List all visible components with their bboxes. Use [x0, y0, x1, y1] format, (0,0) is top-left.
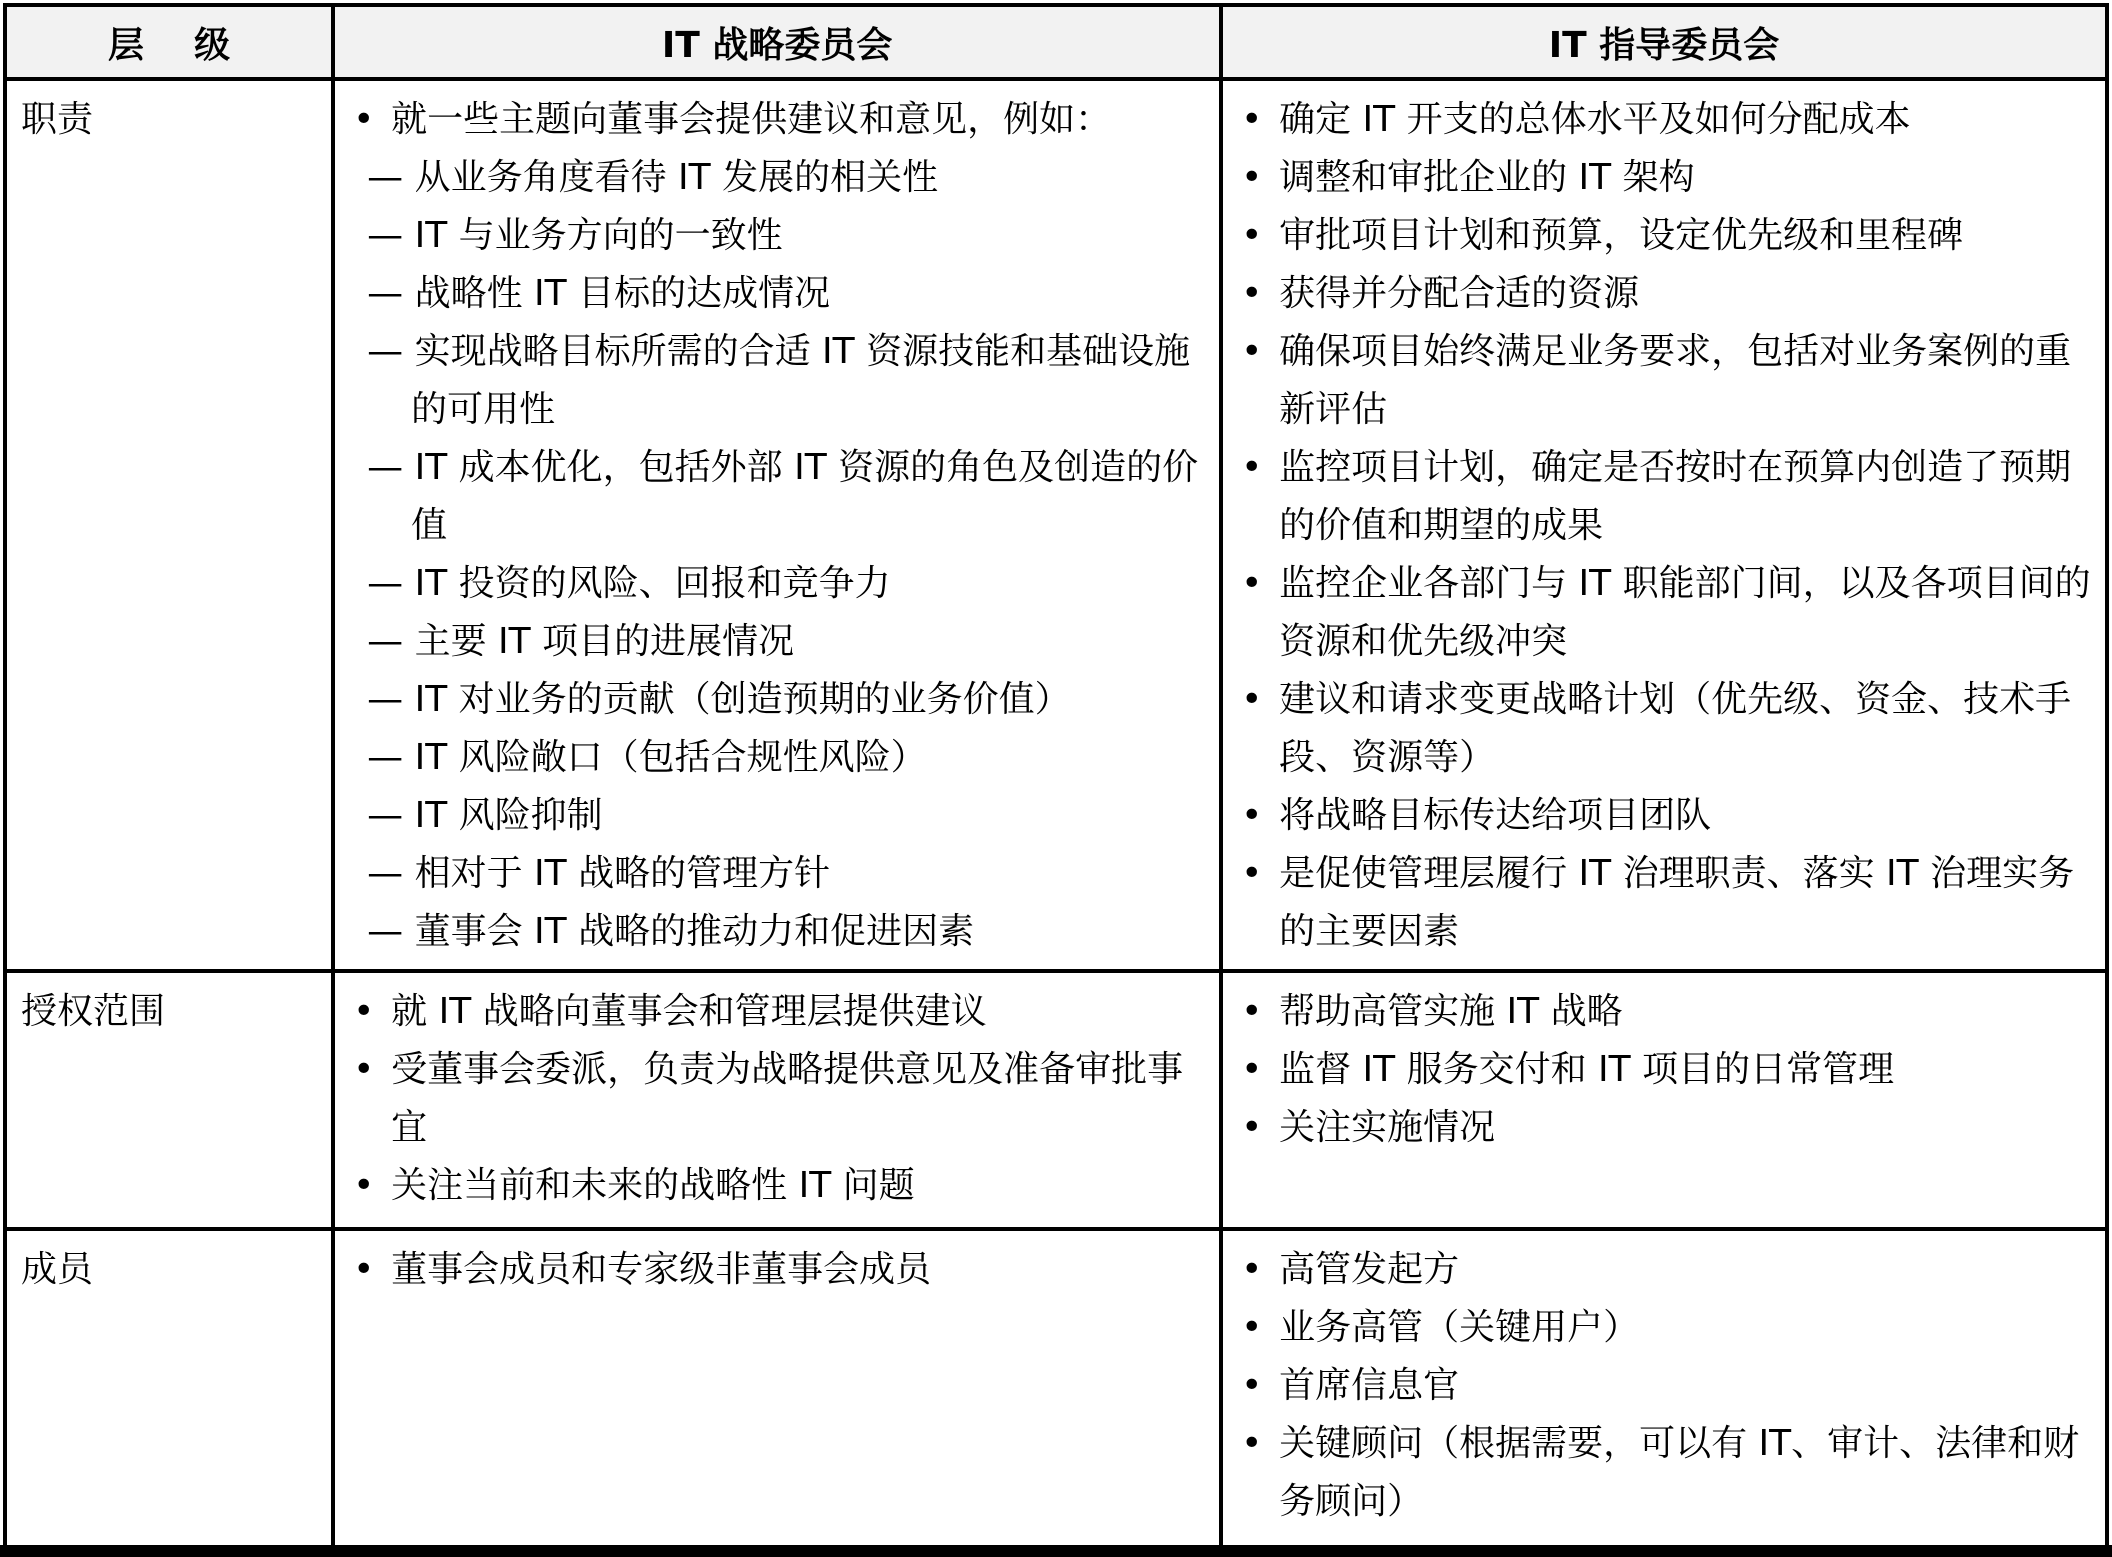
list-item: • 就一些主题向董事会提供建议和意见，例如：: [351, 91, 1209, 149]
list-item: • 获得并分配合适的资源: [1239, 265, 2095, 323]
list-strategy-responsibilities: [335, 81, 1219, 961]
list-item: • 关注当前和未来的战略性 IT 问题: [351, 1157, 1209, 1215]
header-it-strategy-committee: IT 战略委员会: [333, 5, 1221, 79]
cell-steering-authority: [1221, 971, 2107, 1229]
list-subitem: — IT 投资的风险、回报和竞争力: [367, 563, 891, 604]
cell-strategy-responsibilities: [333, 79, 1221, 971]
cell-steering-membership: [1221, 1229, 2107, 1551]
list-item: • 调整和审批企业的 IT 架构: [1239, 149, 2095, 207]
list-subitem: — IT 与业务方向的一致性: [367, 215, 783, 256]
list-steering-responsibilities: [1223, 81, 2105, 961]
list-subitem: — 主要 IT 项目的进展情况: [367, 621, 795, 662]
list-steering-authority: [1223, 973, 2105, 1157]
list-item: • 审批项目计划和预算，设定优先级和里程碑: [1239, 207, 2095, 265]
list-item: • 关注实施情况: [1239, 1099, 2095, 1157]
list-subitem: — 相对于 IT 战略的管理方针: [367, 853, 831, 894]
list-item: • 帮助高管实施 IT 战略: [1239, 983, 2095, 1041]
list-item: • 业务高管（关键用户）: [1239, 1299, 2095, 1357]
table-header-row: [5, 5, 2107, 79]
cell-strategy-membership: [333, 1229, 1221, 1551]
header-it-steering-committee: IT 指导委员会: [1221, 5, 2107, 79]
list-subitem: — 董事会 IT 战略的推动力和促进因素: [367, 911, 975, 952]
cell-strategy-authority: [333, 971, 1221, 1229]
row-label-responsibilities: 职责: [5, 79, 333, 971]
list-subitem: — IT 成本优化，包括外部 IT 资源的角色及创造的价值: [367, 447, 1199, 546]
list-item: • 监控企业各部门与 IT 职能部门间，以及各项目间的资源和优先级冲突: [1239, 555, 2095, 671]
list-item: • 将战略目标传达给项目团队: [1239, 787, 2095, 845]
bottom-border-bar: [0, 1545, 2112, 1557]
list-item: • 是促使管理层履行 IT 治理职责、落实 IT 治理实务的主要因素: [1239, 845, 2095, 961]
list-strategy-membership: [335, 1231, 1219, 1299]
cell-steering-responsibilities: [1221, 79, 2107, 971]
list-strategy-authority: [335, 973, 1219, 1215]
list-item: • 就 IT 战略向董事会和管理层提供建议: [351, 983, 1209, 1041]
list-subitem: — 战略性 IT 目标的达成情况: [367, 273, 831, 314]
header-level: 层 级: [5, 5, 333, 79]
list-item: • 高管发起方: [1239, 1241, 2095, 1299]
table-row-authority: [5, 971, 2107, 1229]
list-subitem: — IT 风险敞口（包括合规性风险）: [367, 737, 927, 778]
list-item: • 首席信息官: [1239, 1357, 2095, 1415]
table-row-membership: [5, 1229, 2107, 1551]
list-subitem: — IT 风险抑制: [367, 795, 603, 836]
list-item: • 确保项目始终满足业务要求，包括对业务案例的重新评估: [1239, 323, 2095, 439]
list-item: • 受董事会委派，负责为战略提供意见及准备审批事宜: [351, 1041, 1209, 1157]
list-steering-membership: [1223, 1231, 2105, 1531]
committee-comparison-table: [3, 3, 2109, 1553]
row-label-membership: 成员: [5, 1229, 333, 1551]
list-item: • 关键顾问（根据需要，可以有 IT、审计、法律和财务顾问）: [1239, 1415, 2095, 1531]
list-subitem: — 从业务角度看待 IT 发展的相关性: [367, 157, 939, 198]
list-subitem: — 实现战略目标所需的合适 IT 资源技能和基础设施的可用性: [367, 331, 1191, 430]
list-item: • 确定 IT 开支的总体水平及如何分配成本: [1239, 91, 2095, 149]
table-row-responsibilities: [5, 79, 2107, 971]
list-subitem: — IT 对业务的贡献（创造预期的业务价值）: [367, 679, 1071, 720]
list-item: • 监控项目计划，确定是否按时在预算内创造了预期的价值和期望的成果: [1239, 439, 2095, 555]
list-item: • 建议和请求变更战略计划（优先级、资金、技术手段、资源等）: [1239, 671, 2095, 787]
row-label-authority: 授权范围: [5, 971, 333, 1229]
list-item: • 监督 IT 服务交付和 IT 项目的日常管理: [1239, 1041, 2095, 1099]
list-item: • 董事会成员和专家级非董事会成员: [351, 1241, 1209, 1299]
